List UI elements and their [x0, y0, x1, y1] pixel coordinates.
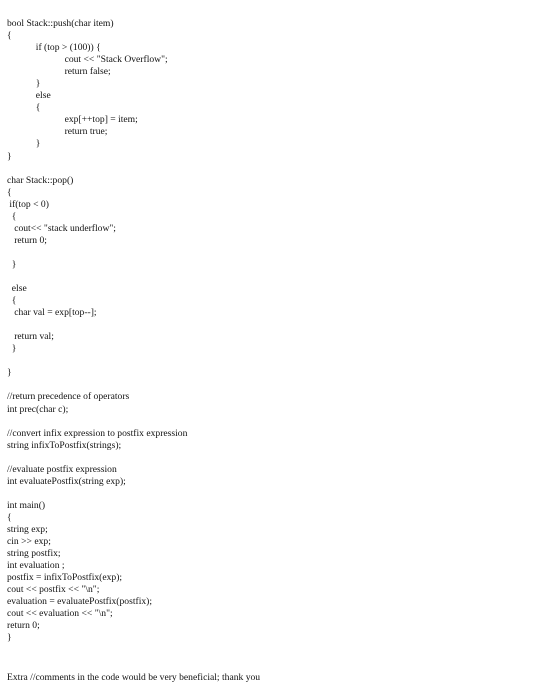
code-line	[7, 488, 537, 500]
code-line: else	[7, 283, 27, 295]
code-line	[7, 319, 537, 331]
code-line: char Stack::pop()	[7, 174, 74, 186]
code-line: postfix = infixToPostfix(exp);	[7, 572, 123, 584]
code-line: {	[7, 102, 41, 114]
code-line: cout << evaluation << "\n";	[7, 608, 113, 620]
code-line: cout<< "stack underflow";	[7, 222, 116, 234]
code-line: else	[7, 90, 51, 102]
code-line: exp[++top] = item;	[7, 114, 138, 126]
code-line: cout << postfix << "\n";	[7, 584, 100, 596]
code-line: return 0;	[7, 234, 47, 246]
code-line: return true;	[7, 126, 108, 138]
code-line: string postfix;	[7, 548, 61, 560]
code-line: int main()	[7, 499, 46, 511]
code-line	[7, 379, 537, 391]
code-line: }	[7, 78, 41, 90]
code-line: {	[7, 295, 17, 307]
code-line: {	[7, 30, 12, 42]
code-document	[7, 18, 537, 644]
code-line	[7, 355, 537, 367]
code-line: //evaluate postfix expression	[7, 463, 117, 475]
code-line: int evaluatePostfix(string exp);	[7, 475, 126, 487]
code-line: int prec(char c);	[7, 403, 69, 415]
code-line: {	[7, 186, 12, 198]
code-line: int evaluation ;	[7, 560, 65, 572]
code-line: cout << "Stack Overflow";	[7, 54, 168, 66]
code-line: //convert infix expression to postfix expression	[7, 427, 188, 439]
code-line	[7, 271, 537, 283]
code-line: }	[7, 632, 12, 644]
code-line: {	[7, 511, 12, 523]
code-line: return 0;	[7, 620, 40, 632]
code-line: string exp;	[7, 523, 48, 535]
code-line: }	[7, 150, 12, 162]
code-line: return false;	[7, 66, 111, 78]
code-line: if (top > (100)) {	[7, 42, 101, 54]
footer-note: Extra //comments in the code would be very beneficial; thank you	[7, 672, 261, 683]
code-line: }	[7, 367, 12, 379]
code-line: {	[7, 210, 17, 222]
code-line	[7, 163, 537, 175]
code-line	[7, 416, 537, 428]
code-line: //return precedence of operators	[7, 391, 130, 403]
code-line: }	[7, 343, 17, 355]
code-line: evaluation = evaluatePostfix(postfix);	[7, 596, 153, 608]
code-line: string infixToPostfix(strings);	[7, 439, 122, 451]
code-line: }	[7, 138, 41, 150]
code-line: cin >> exp;	[7, 536, 51, 548]
code-line	[7, 452, 537, 464]
code-line: return val;	[7, 331, 54, 343]
code-line: if(top < 0)	[7, 198, 49, 210]
code-line	[7, 247, 537, 259]
code-line: char val = exp[top--];	[7, 307, 97, 319]
code-line: }	[7, 258, 17, 270]
code-line: bool Stack::push(char item)	[7, 18, 114, 29]
